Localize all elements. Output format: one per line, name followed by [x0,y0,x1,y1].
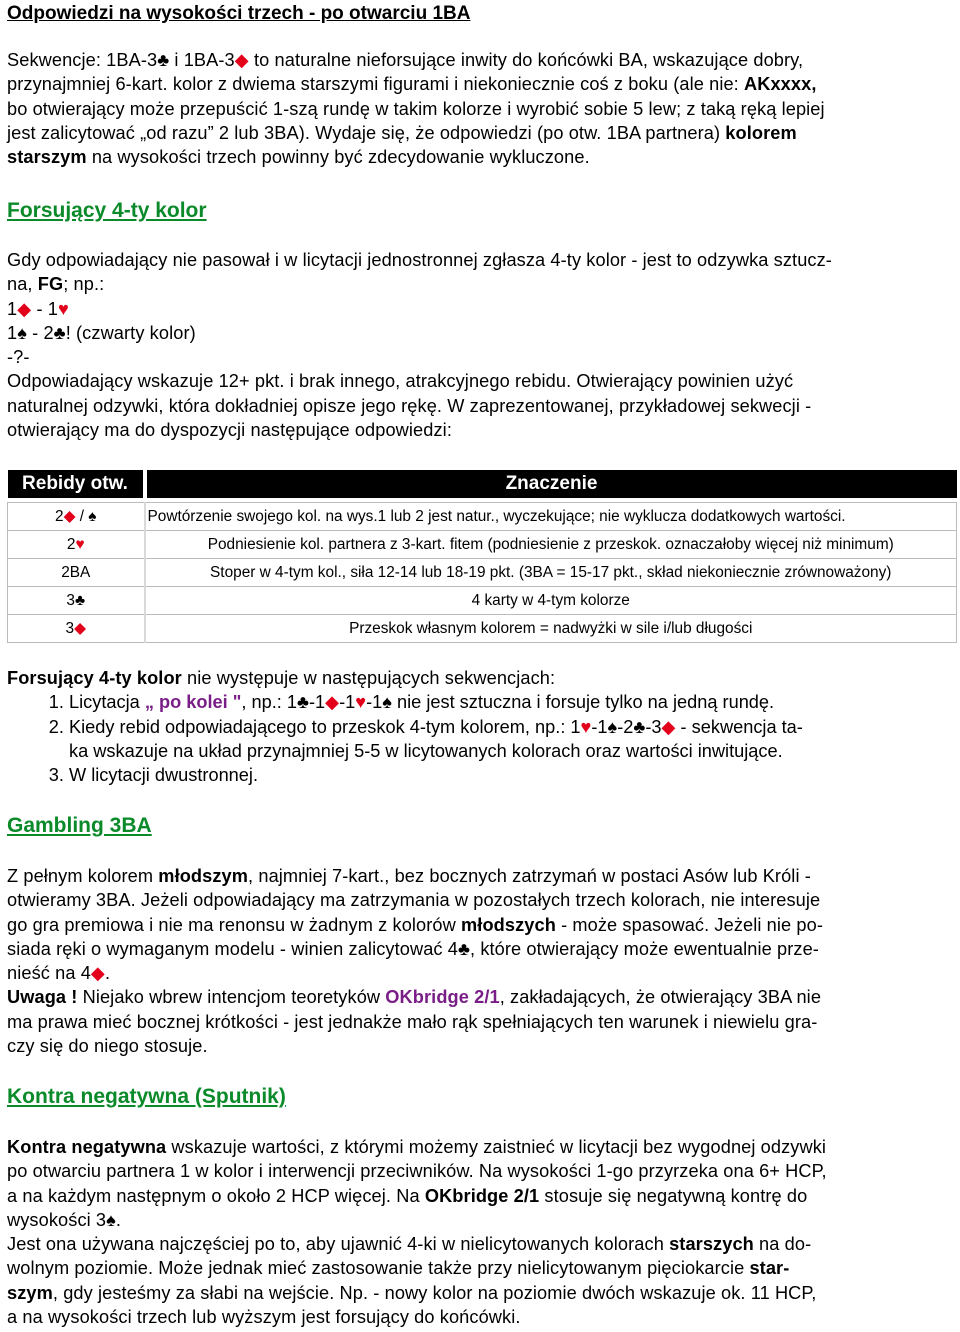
text: Kiedy rebid odpowiadającego to przeskok 4-tym kolorem, np.: 1 [69,716,581,737]
text: -1 [339,692,356,713]
text: . [115,1209,122,1230]
table-cell-bid: 2BA [8,559,145,587]
text: -1 [366,692,383,713]
text: , najmniej 7-kart., bez bocznych zatrzymań w postaci Asów lub Króli - [248,866,811,886]
text: 2 [66,535,76,553]
text: a na każdym następnym o około 2 HCP więcej. Na [7,1185,425,1206]
text: szym [7,1282,53,1303]
text: ; np.: [63,274,105,295]
text: go gra premiowa i nie ma renonsu w żadnym z kolorów [7,914,462,935]
table-cell-bid [8,531,145,559]
table-cell-meaning: Przeskok własnym kolorem = nadwyżki w sile i/lub długości [145,615,957,643]
text: otwierający ma do dyspozycji następujące odpowiedzi: [7,420,452,441]
text: nie jest sztuczna i forsuje tylko na jedną rundę. [391,692,775,713]
paragraph-gambling [7,864,955,1058]
text: , np.: 1 [241,692,297,713]
text: AKxxxx, [743,74,817,95]
table-cell-bid [8,587,145,615]
heart-icon: ♥ [355,692,367,713]
table-header-rebid: Rebidy otw. [8,470,145,498]
paragraph-negative-double [7,1135,955,1329]
text: , zakładających, że otwierający 3BA nie [499,987,822,1008]
diamond-icon: ◆ [90,963,106,984]
text: -1 [308,692,326,713]
text: nie występuje w następujących sekwencjach: [181,668,556,688]
spade-icon: ♠ [607,716,618,737]
text: kolorem [725,122,797,143]
text: wskazuje wartości, z którymi możemy zaistnieć w licytacji bez wygodnej odzywki [166,1137,827,1157]
text: „ po kolei " [144,692,242,713]
heart-icon: ♥ [58,298,69,319]
section-title-gambling: Gambling 3BA [7,814,152,837]
text: wysokości 3 [7,1209,107,1230]
text: Jest ona używana najczęściej po to, aby ujawnić 4-ki w nielicytowanych kolorach [7,1234,670,1255]
text: nieść na 4 [7,963,91,984]
table-cell-bid [8,503,145,531]
diamond-icon: ◆ [661,716,676,737]
table-cell-meaning: Stoper w 4-tym kol., siła 12-14 lub 18-19 pkt. (3BA = 15-17 pkt., skład niekoniecznie zrównoważony) [145,559,957,587]
text: OKbridge 2/1 [385,987,500,1008]
text: Odpowiadający wskazuje 12+ pkt. i brak innego, atrakcyjnego rebidu. Otwierający powinien użyć [7,371,794,392]
table-row [8,531,957,559]
text: Sekwencje: 1BA-3 [7,50,158,70]
text: młodszych [461,914,556,935]
text: . [105,963,111,984]
spade-icon: ♠ [106,1209,116,1230]
text: Z pełnym kolorem [7,866,159,886]
text: to naturalne nieforsujące inwity do końcówki BA, wskazujące dobry, [248,50,804,70]
text: , które otwierający może ewentualnie prze- [470,938,819,959]
spade-icon: ♠ [382,692,392,713]
text: 2 [55,508,64,525]
section-title-1ba-three-level: Odpowiedzi na wysokości trzech - po otwarciu 1BA [7,3,471,24]
text: 3 [66,591,75,609]
section-title-fourth-suit: Forsujący 4-ty kolor [7,199,207,222]
text: naturalnej odzywki, która dokładniej opisze jego rękę. W zaprezentowanej, przykładowej sekwecji - [7,395,812,416]
text: otwieramy 3BA. Jeżeli odpowiadający ma zatrzymania w pozostałych trzech kolorach, nie interesuje [7,890,821,911]
text: -2 [617,716,634,737]
text: OKbridge 2/1 [424,1185,540,1206]
text: Forsujący 4-ty kolor [7,668,182,688]
club-icon: ♣ [633,716,646,737]
text: na, [7,274,38,295]
text: 3 [65,620,75,637]
text: -?- [7,347,30,368]
paragraph-fourth-suit-exceptions [7,666,955,787]
text: ka wskazuje na układ przynajmniej 5-5 w licytowanych kolorach oraz wartości inwitujące. [69,740,783,761]
text: 1 [7,322,18,343]
table-header-row [8,470,957,498]
text: po otwarciu partnera 1 w kolor i interwencji przeciwników. Na wysokości 1-go przyrzeka ona 6+ HCP, [7,1161,827,1182]
text: ma prawa mieć bocznej krótkości - jest jednakże mało rąk spełniających ten warunek i niewielu gra- [7,1011,818,1032]
heart-icon: ♥ [75,535,85,553]
text: na do- [753,1234,812,1255]
text: , gdy jesteśmy za słabi na wejście. Np. - nowy kolor na poziomie dwóch wskazuje ok. 11 HCP, [52,1282,817,1303]
diamond-icon: ◆ [63,508,76,525]
text: Uwaga ! [7,987,78,1008]
club-icon: ♣ [74,591,86,609]
text: - 2 [26,322,54,343]
text: siada ręki o wymaganym modelu - winien zalicytować 4 [7,938,458,959]
text: ! (czwarty kolor) [65,322,196,343]
text: -1 [591,716,608,737]
club-icon: ♣ [157,50,170,70]
heart-icon: ♥ [580,716,592,737]
text: Gdy odpowiadający nie pasował i w licytacji jednostronnej zgłasza 4-ty kolor - jest to odzywka sztucz- [7,250,832,270]
text: czy się do niego stosuje. [7,1036,208,1057]
table-cell-meaning: 4 karty w 4-tym kolorze [145,587,957,615]
paragraph-fourth-suit [7,248,955,442]
text: starszych [669,1234,754,1255]
text: młodszym [158,866,249,886]
text: / [75,508,89,525]
text: starszym [7,147,87,168]
list-item [69,715,955,764]
text: Licytacja [69,692,145,713]
diamond-icon: ◆ [325,692,340,713]
table-cell-bid [8,615,145,643]
table-row [8,503,957,531]
list-item [69,690,955,714]
text: Niejako wbrew intencjom teoretyków [77,987,386,1008]
text: jest zalicytować „od razu” 2 lub 3BA). Wydaje się, że odpowiedzi (po otw. 1BA partnera) [7,122,726,143]
text: - może spasować. Jeżeli nie po- [555,914,823,935]
table-cell-meaning: Powtórzenie swojego kol. na wys.1 lub 2 jest natur., wyczekujące; nie wyklucza dodatkowych wartości. [145,503,957,531]
list-item [69,763,955,787]
text: a na wysokości trzech lub wyższym jest forsujący do końcówki. [7,1307,521,1328]
spade-icon: ♠ [17,322,27,343]
text: stosuje się negatywną kontrę do [539,1185,808,1206]
text: W licytacji dwustronnej. [69,765,259,786]
table-row [8,615,957,643]
text: -3 [645,716,662,737]
text: na wysokości trzech powinny być zdecydowanie wykluczone. [86,147,590,168]
spade-icon: ♠ [88,508,97,525]
table-header-meaning: Znaczenie [145,470,957,498]
table-row [8,587,957,615]
text: wolnym poziomie. Może jednak mieć zastosowanie także przy nielicytowanym pięciokarcie [7,1258,750,1279]
club-icon: ♣ [457,938,471,959]
text: przynajmniej 6-kart. kolor z dwiema starszymi figurami i niekoniecznie coś z boku (ale nie: [7,74,744,95]
text: bo otwierający może przepuścić 1-szą rundę w takim kolorze i wyrobić sobie 5 lew; z taką ręką lepiej [7,98,825,119]
club-icon: ♣ [297,692,309,713]
exceptions-list [7,690,955,787]
rebid-table [7,470,957,643]
table-cell-meaning: Podniesienie kol. partnera z 3-kart. fitem (podniesienie z przeskok. oznaczałoby więcej niż minimum) [145,531,957,559]
diamond-icon: ◆ [17,298,32,319]
club-icon: ♣ [53,322,66,343]
text: FG [37,274,64,295]
diamond-icon: ◆ [74,620,86,637]
text: - 1 [31,298,58,319]
text: - sekwencja ta- [675,716,803,737]
text: Kontra negatywna [7,1137,167,1157]
paragraph-1ba-sequences [7,48,955,169]
diamond-icon: ◆ [234,50,249,70]
text: i 1BA-3 [169,50,235,70]
text: 1 [7,298,18,319]
table-row [8,559,957,587]
text: star- [749,1258,790,1279]
section-title-negative-double: Kontra negatywna (Sputnik) [7,1085,286,1108]
